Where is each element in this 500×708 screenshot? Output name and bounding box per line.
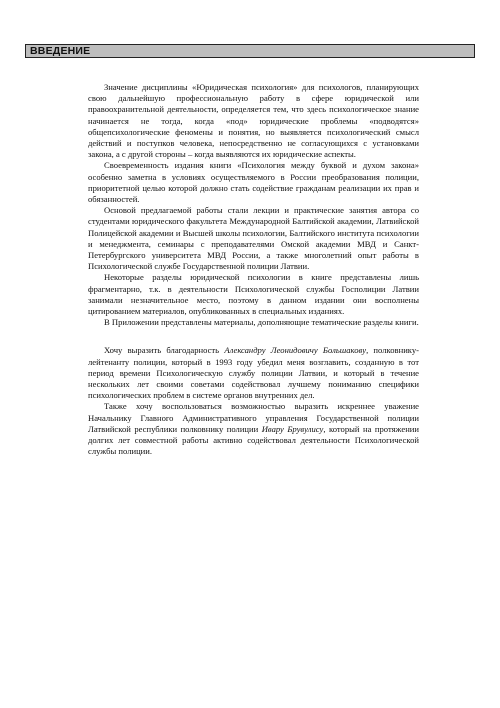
paragraph-discipline: Значение дисциплины «Юридическая психология» для психологов, планирующих свою дальнейшую профессиональную работу в сфере юридической или правоохранительной деятельности, определяется тем, что здесь психологическое знание начинается не тогда, когда «под» юридические проблемы «подводятся» общепсихологические феномены и понятия, но выявляется психологический смысл действий и поступков человека, непосредственно не согласующихся с установками закона, а с другой стороны – когда выявляются их юридические аспекты. <box>88 82 419 160</box>
section-title: ВВЕДЕНИЕ <box>30 45 91 57</box>
respect-text-end: , который на протяжении долгих лет совместной работы активно содействовал деятельности Психологической службы полиции. <box>88 423 419 457</box>
paragraph-timeliness: Своевременность издания книги «Психология между буквой и духом закона» особенно заметна в условиях осуществляемого в России преобразования полиции, приоритетной целью которой должно стать содействие гражданам реализации их прав и обязанностей. <box>88 160 419 205</box>
paragraph-gratitude <box>88 345 419 401</box>
paragraph-sections: Некоторые разделы юридической психологии в книге представлены лишь фрагментарно, т.к. в деятельности Психологической службы Госполиции Латвии занимали незначительное место, поэтому в данном издании они восполнены цитированием материалов, опубликованных в специальных изданиях. <box>88 272 419 317</box>
gratitude-name: Александру Леонидовичу Большакову <box>224 345 367 356</box>
gratitude-text-end: , полковнику-лейтенанту полиции, который в 1993 году убедил меня возглавить, созданную в тот период времени Психологическую службу полиции Латвии, и который в течение нескольких лет своими советами содействовал лучшему пониманию специфики психологических проблем в системе органов внутренних дел. <box>88 345 419 401</box>
paragraph-gap <box>88 328 419 345</box>
respect-text-start: Также хочу воспользоваться возможностью выразить искреннее уважение Начальнику Главного Административного управления Государственной полиции Латвийской республики полковнику полиции <box>88 401 419 434</box>
gratitude-text-start: Хочу выразить благодарность <box>104 345 225 356</box>
document-body <box>88 82 419 458</box>
paragraph-appendix: В Приложении представлены материалы, дополняющие тематические разделы книги. <box>104 317 419 328</box>
paragraph-basis: Основой предлагаемой работы стали лекции и практические занятия автора со студентами юридического факультета Международной Балтийской академии, Латвийской Полицейской академии и Высшей школы психологии, Балтийского института психологии и менеджмента, семинары с преподавателями Омской академии МВД и Санкт-Петербургского университета МВД России, а также многолетний опыт работы в Психологической службе Государственной полиции Латвии. <box>88 205 419 272</box>
respect-name: Ивару Брувулису <box>261 423 324 434</box>
section-header-bar <box>25 44 475 58</box>
paragraph-respect <box>88 401 419 457</box>
